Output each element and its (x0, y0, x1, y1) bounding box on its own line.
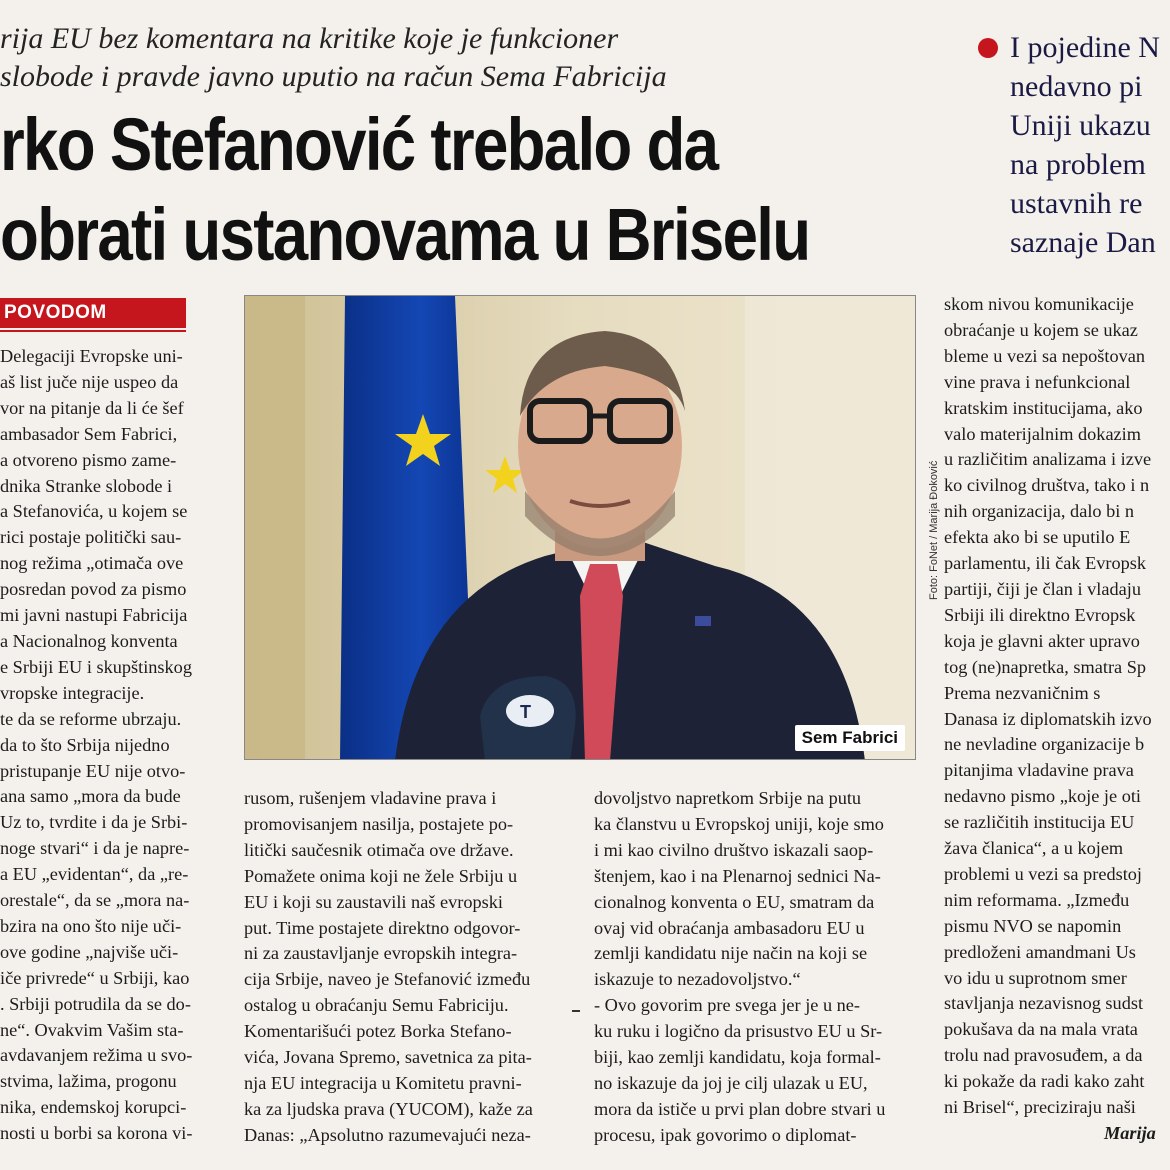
headline-line-1: rko Stefanović trebalo da (0, 103, 718, 186)
article-text-line: vine prava i nefunkcional (944, 371, 1131, 392)
article-text-line: nja EU integracija u Komitetu pravni- (244, 1072, 522, 1093)
article-text-line: obraćanje u kojem se ukaz (944, 319, 1138, 340)
article-text-line: aš list juče nije uspeo da (0, 371, 179, 392)
article-text-line: EU i koji su zaustavili naš evropski (244, 891, 503, 912)
article-text-line: štenjem, kao i na Plenarnoj sednici Na- (594, 865, 881, 886)
column-divider-dash (572, 1010, 580, 1012)
article-text-line: - Ovo govorim pre svega jer je u ne- (594, 995, 861, 1016)
article-text-line: a EU „evidentan“, da „re- (0, 864, 189, 885)
article-text-line: nim reformama. „Između (944, 889, 1130, 910)
article-text-line: procesu, ipak govorimo o diplomat- (594, 1124, 857, 1145)
article-text-line: Delegaciji Evropske uni- (0, 346, 183, 366)
red-bullet-icon (978, 38, 998, 58)
article-text-line: ki pokaže da radi kako zaht (944, 1071, 1145, 1092)
article-text-line: posredan povod za pismo (0, 579, 187, 600)
article-text-line: valo materijalnim dokazim (944, 423, 1141, 444)
article-text-line: litički saučesnik otimača ove države. (244, 839, 514, 860)
article-text-line: biji, kao zemlji kandidatu, koja formal- (594, 1047, 881, 1068)
article-text-line: ka članstvu u Evropskoj uniji, koje smo (594, 813, 884, 834)
author-byline: Marija (1104, 1123, 1156, 1143)
article-text-line: rici postaje politički sau- (0, 527, 182, 548)
article-text-line: i mi kao civilno društvo iskazali saop- (594, 839, 874, 860)
article-text-line: predloženi amandmani Us (944, 941, 1136, 962)
headline-line-2: obrati ustanovama u Briselu (0, 193, 810, 276)
article-text-line: nog režima „otimača ove (0, 553, 184, 574)
article-text-line: avdavanjem režima u svo- (0, 1045, 193, 1066)
article-text-line: te da se reforme ubrzaju. (0, 708, 182, 729)
article-column-4 (944, 292, 1170, 1147)
article-text-line: vor na pitanje da li će šef (0, 397, 184, 418)
subheadline-line-1: rija EU bez komentara na kritike koje je funkcioner (0, 22, 619, 55)
article-text-line: noge stvari“ i da je napre- (0, 838, 190, 859)
article-text-line: dovoljstvo napretkom Srbije na putu (594, 788, 862, 808)
article-text-line: Komentarišući potez Borka Stefano- (244, 1021, 512, 1042)
article-text-line: iče privrede“ u Srbiji, kao (0, 967, 190, 988)
article-text-line: se različitih institucija EU (944, 812, 1135, 833)
article-text-line: da to što Srbija nijedno (0, 734, 170, 755)
article-text-line: efekta ako bi se uputilo E (944, 527, 1131, 548)
article-text-line: vropske integracije. (0, 682, 145, 703)
article-text-line: Srbiji ili direktno Evropsk (944, 604, 1136, 625)
portrait-illustration (245, 296, 916, 760)
article-text-line: nedavno pismo „koje je oti (944, 786, 1141, 807)
article-text-line: Prema nezvaničnim s (944, 682, 1101, 703)
article-text-line: e Srbiji EU i skupštinskog (0, 656, 192, 677)
article-text-line: ni Brisel“, preciziraju naši (944, 1097, 1136, 1118)
article-text-line: promovisanjem nasilja, postajete po- (244, 813, 514, 834)
article-text-line: kratskim institucijama, ako (944, 397, 1143, 418)
article-text-line: no iskazuje da joj je cilj ulazak u EU, (594, 1072, 868, 1093)
article-text-line: bzira na ono što nije uči- (0, 915, 182, 936)
article-text-line: zemlji kandidatu nije način na koji se (594, 943, 868, 964)
article-text-line: . Srbiji potrudila da se do- (0, 993, 191, 1014)
article-text-line: orestale“, da se „mora na- (0, 890, 190, 911)
article-text-line: pitanjima vladavine prava (944, 760, 1134, 781)
article-text-line: vo idu u suprotnom smer (944, 967, 1127, 988)
article-text-line: bleme u vezi sa nepoštovan (944, 345, 1146, 366)
article-text-line: ana samo „mora da bude (0, 786, 181, 807)
article-text-line: ko civilnog društva, tako i n (944, 475, 1150, 496)
article-text-line: iskazuje to nezadovoljstvo.“ (594, 969, 801, 990)
article-text-line: cionalnog konventa o EU, smatram da (594, 891, 875, 912)
article-text-line: nih organizacija, dalo bi n (944, 501, 1135, 522)
article-text-line: pismu NVO se napomin (944, 915, 1122, 936)
sidebar-line: na problem (1010, 148, 1146, 181)
svg-text:T: T (520, 702, 531, 722)
article-text-line: a otvoreno pismo zame- (0, 449, 177, 470)
article-text-line: nika, endemskoj korupci- (0, 1097, 187, 1118)
article-text-line: put. Time postajete direktno odgovor- (244, 917, 521, 938)
article-text-line: Danasa iz diplomatskih izvo (944, 708, 1152, 729)
article-text-line: u različitim analizama i izve (944, 449, 1152, 470)
article-text-line: parlamentu, ili čak Evropsk (944, 553, 1147, 574)
subheadline (0, 20, 930, 96)
article-text-line: ku ruku i logično da prisustvo EU u Sr- (594, 1021, 883, 1042)
article-text-line: dnika Stranke slobode i (0, 475, 173, 496)
article-text-line: stavljanja nezavisnog sudst (944, 993, 1144, 1014)
section-kicker: POVODOM (0, 298, 186, 328)
article-photo (244, 295, 916, 760)
sidebar-line: I pojedine N (1010, 31, 1160, 64)
article-text-line: a Nacionalnog konventa (0, 630, 178, 651)
article-text-line: mi javni nastupi Fabricija (0, 605, 188, 626)
article-text-line: mora da ističe u prvi plan dobre stvari u (594, 1098, 886, 1119)
sidebar-line: nedavno pi (1010, 70, 1143, 103)
headline (0, 100, 965, 280)
article-column-2 (244, 786, 569, 1149)
article-column-1 (0, 344, 218, 1147)
article-text-line: ne“. Ovakvim Vašim sta- (0, 1019, 184, 1040)
article-text-line: partiji, čiji je član i vladaju (944, 578, 1141, 599)
article-text-line: ambasador Sem Fabrici, (0, 423, 178, 444)
article-text-line: ove godine „najviše uči- (0, 941, 179, 962)
sidebar-line: saznaje Dan (1010, 226, 1156, 259)
article-text-line: Pomažete onima koji ne žele Srbiju u (244, 865, 518, 886)
article-text-line: ovaj vid obraćanja ambasadoru EU u (594, 917, 865, 938)
article-text-line: Uz to, tvrdite i da je Srbi- (0, 812, 188, 833)
article-text-line: ne nevladine organizacije b (944, 734, 1145, 755)
subheadline-line-2: slobode i pravde javno uputio na račun Sema Fabricija (0, 60, 667, 93)
article-text-line: vića, Jovana Spremo, savetnica za pita- (244, 1047, 532, 1068)
article-text-line: rusom, rušenjem vladavine prava i (244, 788, 497, 808)
article-text-line: a Stefanovića, u kojem se (0, 501, 188, 522)
article-text-line: cija Srbije, naveo je Stefanović između (244, 969, 531, 990)
article-text-line: nosti u borbi sa korona vi- (0, 1123, 193, 1144)
article-text-line: skom nivou komunikacije (944, 294, 1134, 314)
sidebar-teaser (1010, 28, 1170, 262)
article-text-line: Danas: „Apsolutno razumevajući neza- (244, 1124, 531, 1145)
article-column-3 (594, 786, 919, 1149)
article-text-line: tog (ne)napretka, smatra Sp (944, 656, 1147, 677)
sidebar-line: ustavnih re (1010, 187, 1143, 220)
article-text-line: koja je glavni akter upravo (944, 630, 1140, 651)
sidebar-line: Uniji ukazu (1010, 109, 1151, 142)
article-text-line: ka za ljudska prava (YUCOM), kaže za (244, 1098, 533, 1119)
article-text-line: stvima, lažima, progonu (0, 1071, 177, 1092)
article-text-line: ni za zaustavljanje evropskih integra- (244, 943, 518, 964)
article-text-line: trolu nad pravosuđem, a da (944, 1045, 1143, 1066)
article-text-line: ostalog u obraćanju Semu Fabriciju. (244, 995, 509, 1016)
article-text-line: žava članica“, a u kojem (944, 838, 1124, 859)
article-text-line: problemi u vezi sa predstoj (944, 863, 1142, 884)
article-text-line: pristupanje EU nije otvo- (0, 760, 186, 781)
article-text-line: pokušava da na mala vrata (944, 1019, 1138, 1040)
photo-caption: Sem Fabrici (795, 725, 905, 751)
